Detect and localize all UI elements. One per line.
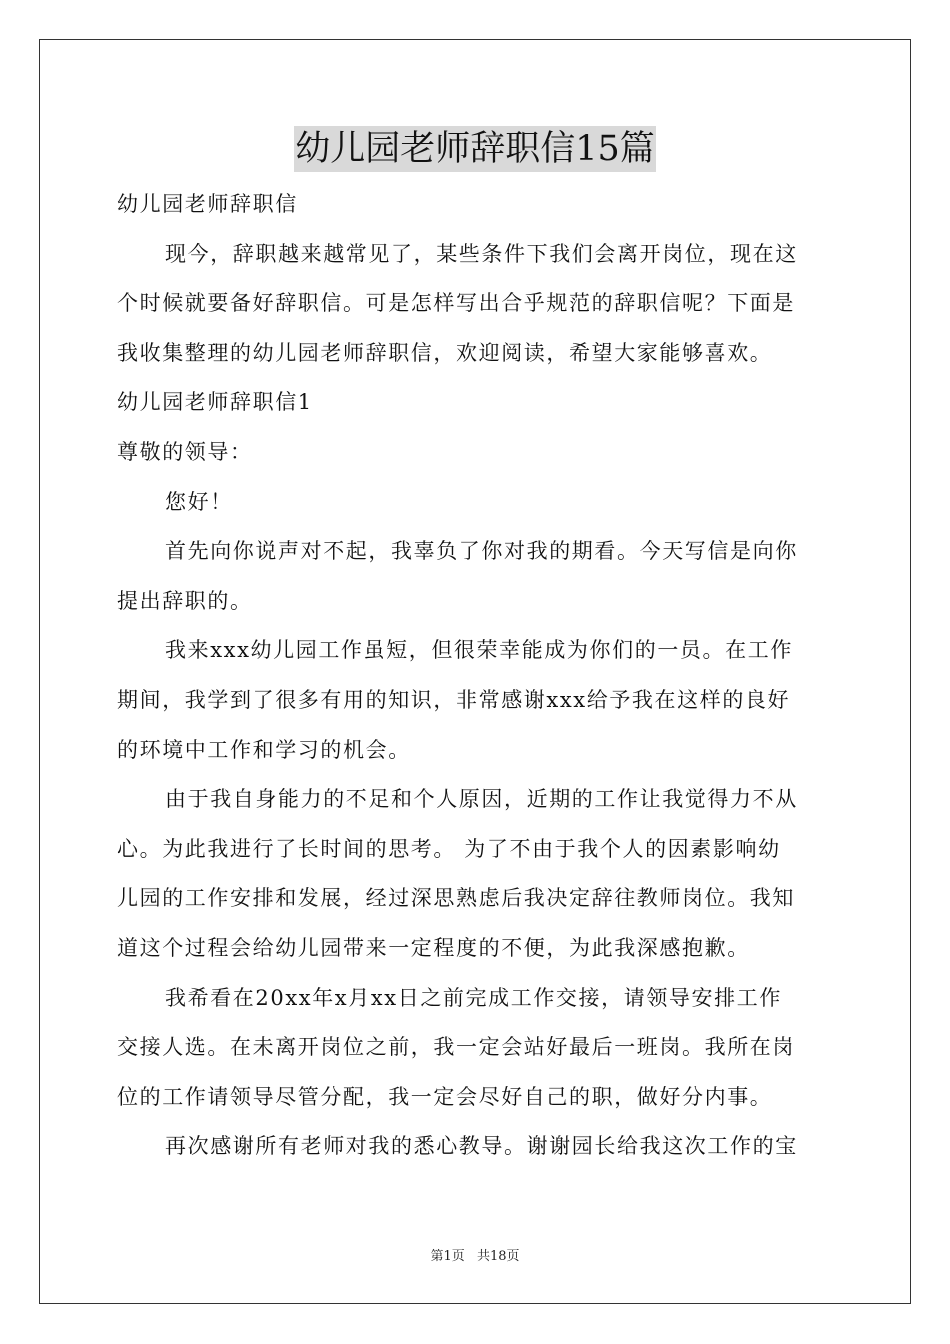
page-number-current: 第1页 [430,1249,465,1264]
text-line: 期间，我学到了很多有用的知识，非常感谢xxx给予我在这样的良好 [117,687,791,712]
text-line: 个时候就要备好辞职信。可是怎样写出合乎规范的辞职信呢？下面是 [117,291,795,316]
text-line: 现今，辞职越来越常见了，某些条件下我们会离开岗位，现在这 [165,241,798,266]
document-body [117,180,833,1172]
text-line: 再次感谢所有老师对我的悉心教导。谢谢园长给我这次工作的宝 [165,1134,798,1159]
text-line: 我来xxx幼儿园工作虽短，但很荣幸能成为你们的一员。在工作 [165,638,793,663]
page-footer [0,1245,950,1264]
text-line: 我收集整理的幼儿园老师辞职信，欢迎阅读，希望大家能够喜欢。 [117,340,773,365]
text-line: 幼儿园老师辞职信1 [117,390,313,415]
text-line: 尊敬的领导： [117,439,253,464]
text-line: 我希看在20xx年x月xx日之前完成工作交接，请领导安排工作 [165,985,782,1010]
text-line: 的环境中工作和学习的机会。 [117,737,411,762]
text-line: 您好！ [165,489,233,514]
text-line: 心。为此我进行了长时间的思考。 为了不由于我个人的因素影响幼 [117,836,781,861]
text-line: 道这个过程会给幼儿园带来一定程度的不便，为此我深感抱歉。 [117,935,750,960]
text-line: 儿园的工作安排和发展，经过深思熟虑后我决定辞往教师岗位。我知 [117,886,795,911]
text-line: 由于我自身能力的不足和个人原因，近期的工作让我觉得力不从 [165,787,798,812]
document-title: 幼儿园老师辞职信15篇 [294,126,656,172]
page-number-total: 共18页 [476,1249,520,1264]
document-title-container [0,126,950,172]
text-line: 幼儿园老师辞职信 [117,192,298,216]
text-line: 首先向你说声对不起，我辜负了你对我的期看。今天写信是向你 [165,539,798,564]
text-line: 位的工作请领导尽管分配，我一定会尽好自己的职，做好分内事。 [117,1084,773,1109]
text-line: 交接人选。在未离开岗位之前，我一定会站好最后一班岗。我所在岗 [117,1035,795,1060]
text-line: 提出辞职的。 [117,588,253,613]
